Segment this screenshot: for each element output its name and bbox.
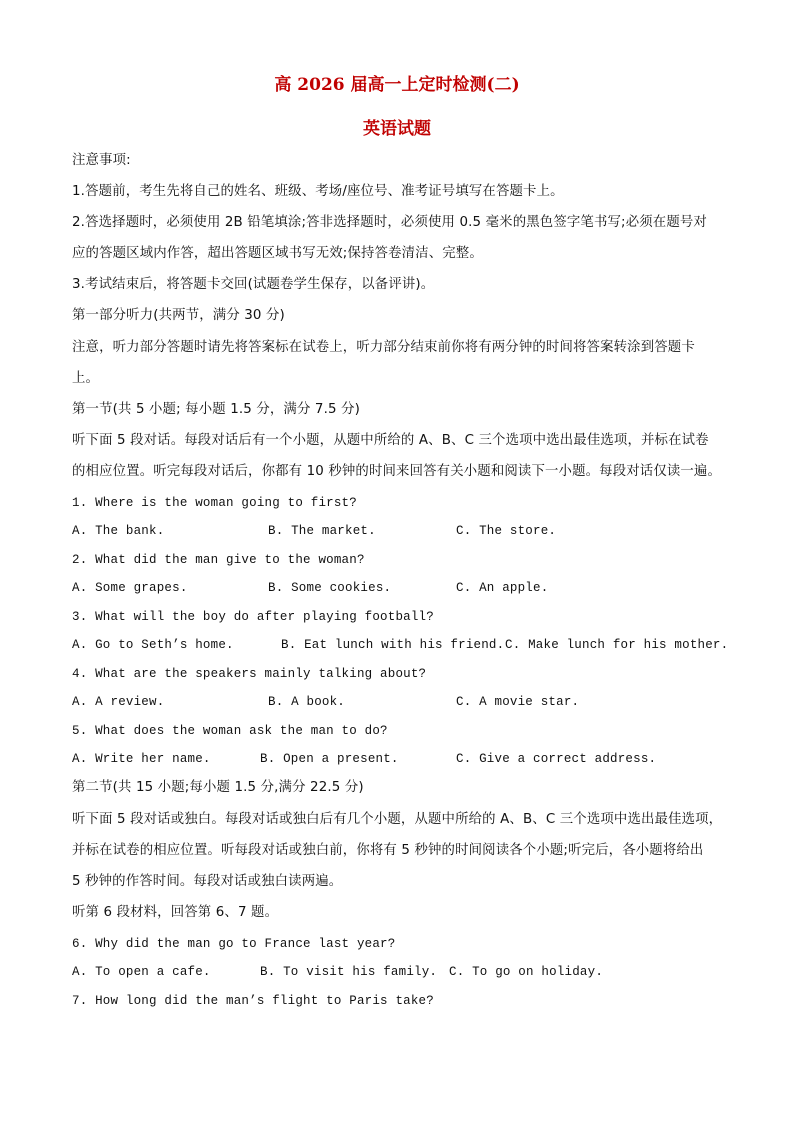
option-c: C. A movie star. — [456, 695, 580, 709]
notice-item: 1.答题前，考生先将自己的姓名、班级、考场/座位号、准考证号填写在答题卡上。 — [72, 184, 564, 199]
part1-heading: 第一部分听力(共两节，满分 30 分) — [72, 308, 285, 323]
notice-item: 3.考试结束后，将答题卡交回(试题卷学生保存，以备评讲)。 — [72, 277, 435, 292]
part1-note: 注意，听力部分答题时请先将答案标在试卷上，听力部分结束前你将有两分钟的时间将答案转涂到答题卡 — [72, 340, 695, 355]
part1-note: 上。 — [72, 371, 100, 386]
option-a: A. To open a cafe. — [72, 965, 211, 979]
option-c: C. An apple. — [456, 581, 549, 595]
section1-heading: 第一节(共 5 小题; 每小题 1.5 分，满分 7.5 分) — [72, 402, 360, 417]
question-text: 2. What did the man give to the woman? — [72, 553, 365, 567]
section2-instruction: 5 秒钟的作答时间。每段对话或独白读两遍。 — [72, 874, 343, 889]
option-b: B. Eat lunch with his friend. — [281, 638, 505, 652]
page-subtitle: 英语试题 — [363, 119, 431, 139]
option-b: B. The market. — [268, 524, 376, 538]
material-note: 听第 6 段材料，回答第 6、7 题。 — [72, 905, 279, 920]
question-text: 6. Why did the man go to France last year? — [72, 937, 396, 951]
question-text: 1. Where is the woman going to first? — [72, 496, 357, 510]
option-b: B. Some cookies. — [268, 581, 392, 595]
section1-instruction: 听下面 5 段对话。每段对话后有一个小题，从题中所给的 A、B、C 三个选项中选出最佳选项，并标在试卷 — [72, 433, 709, 448]
option-a: A. Write her name. — [72, 752, 211, 766]
option-b: B. Open a present. — [260, 752, 399, 766]
question-text: 3. What will the boy do after playing football? — [72, 610, 434, 624]
section2-heading: 第二节(共 15 小题;每小题 1.5 分,满分 22.5 分) — [72, 780, 364, 795]
option-a: A. Go to Seth’s home. — [72, 638, 234, 652]
section2-instruction: 听下面 5 段对话或独白。每段对话或独白后有几个小题，从题中所给的 A、B、C 三个选项中选出最佳选项， — [72, 812, 723, 827]
question-text: 7. How long did the man’s flight to Paris take? — [72, 994, 434, 1008]
question-text: 4. What are the speakers mainly talking about? — [72, 667, 427, 681]
option-c: C. To go on holiday. — [449, 965, 604, 979]
option-b: B. A book. — [268, 695, 346, 709]
option-c: C. The store. — [456, 524, 557, 538]
option-a: A. The bank. — [72, 524, 165, 538]
option-c: C. Make lunch for his mother. — [505, 638, 729, 652]
section2-instruction: 并标在试卷的相应位置。听每段对话或独白前，你将有 5 秒钟的时间阅读各个小题;听完后，各小题将给出 — [72, 843, 704, 858]
option-b: B. To visit his family. — [260, 965, 438, 979]
notice-heading: 注意事项: — [72, 153, 131, 168]
question-text: 5. What does the woman ask the man to do? — [72, 724, 388, 738]
notice-item: 应的答题区域内作答，超出答题区域书写无效;保持答卷清洁、完整。 — [72, 246, 483, 261]
notice-item: 2.答选择题时，必须使用 2B 铅笔填涂;答非选择题时，必须使用 0.5 毫米的黑色签字笔书写;必须在题号对 — [72, 215, 707, 230]
option-a: A. Some grapes. — [72, 581, 188, 595]
option-c: C. Give a correct address. — [456, 752, 657, 766]
option-a: A. A review. — [72, 695, 165, 709]
page-title: 高 2026 届高一上定时检测(二) — [274, 75, 520, 95]
section1-instruction: 的相应位置。听完每段对话后，你都有 10 秒钟的时间来回答有关小题和阅读下一小题。每段对话仅读一遍。 — [72, 464, 722, 479]
